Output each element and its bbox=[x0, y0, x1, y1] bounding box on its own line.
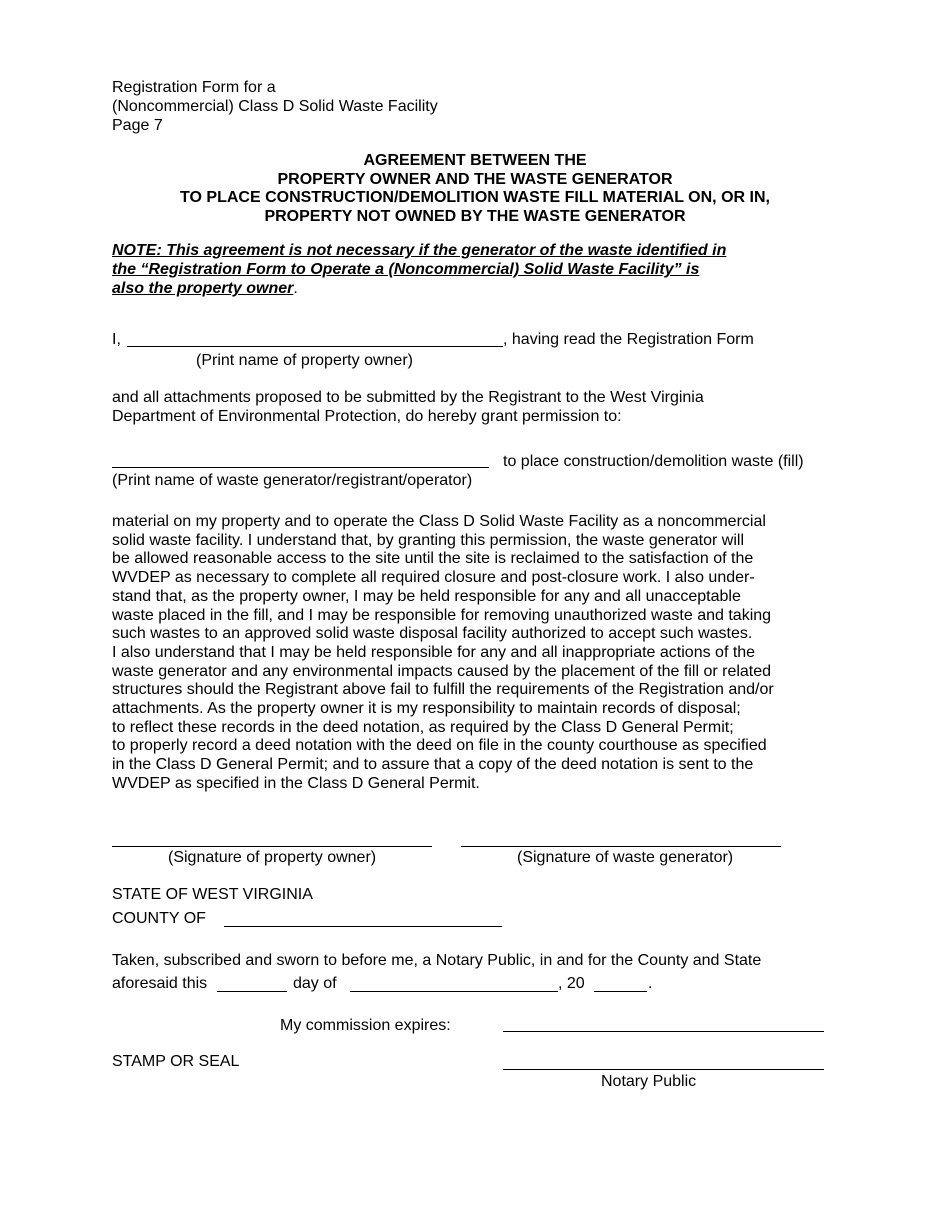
paragraph-line: in the Class D General Permit; and to assure that a copy of the deed notation is sent to the bbox=[112, 756, 754, 774]
note-line-3: also the property owner bbox=[112, 280, 294, 297]
owner-signature-caption: (Signature of property owner) bbox=[168, 849, 377, 866]
generator-name-field[interactable] bbox=[112, 467, 489, 468]
generator-signature-caption: (Signature of waste generator) bbox=[517, 849, 734, 866]
day-of-label: day of bbox=[293, 975, 337, 992]
paragraph-line: such wastes to an approved solid waste disposal facility authorized to accept such wastes. bbox=[112, 625, 753, 643]
paragraph-line: structures should the Registrant above fail to fulfill the requirements of the Registration and/or bbox=[112, 681, 774, 699]
header-line-2: (Noncommercial) Class D Solid Waste Facility bbox=[112, 98, 438, 115]
commission-field[interactable] bbox=[503, 1031, 824, 1032]
paragraph-line: stand that, as the property owner, I may be held responsible for any and all unacceptable bbox=[112, 587, 741, 605]
header-line-3: Page 7 bbox=[112, 117, 163, 134]
stamp-label: STAMP OR SEAL bbox=[112, 1053, 240, 1070]
paragraph-line: WVDEP as necessary to complete all required closure and post-closure work. I also under- bbox=[112, 569, 755, 587]
notary-public-caption: Notary Public bbox=[601, 1073, 697, 1090]
attachments-line-2: Department of Environmental Protection, do hereby grant permission to: bbox=[112, 408, 622, 425]
agreement-paragraph bbox=[112, 513, 774, 794]
page-header bbox=[112, 78, 438, 135]
year-prefix: , 20 bbox=[558, 975, 585, 992]
paragraph-line: to reflect these records in the deed notation, as required by the Class D General Permit; bbox=[112, 718, 734, 736]
title-line-3: TO PLACE CONSTRUCTION/DEMOLITION WASTE FILL MATERIAL ON, OR IN, bbox=[180, 189, 770, 206]
note-period: . bbox=[293, 280, 298, 297]
note-line-1: NOTE: This agreement is not necessary if the generator of the waste identified in bbox=[112, 242, 727, 259]
generator-name-caption: (Print name of waste generator/registrant/operator) bbox=[112, 472, 473, 489]
paragraph-line: I also understand that I may be held responsible for any and all inappropriate actions of the bbox=[112, 643, 756, 661]
owner-name-field[interactable] bbox=[127, 346, 503, 347]
owner-signature-field[interactable] bbox=[112, 846, 432, 847]
owner-suffix: , having read the Registration Form bbox=[503, 331, 754, 348]
paragraph-line: attachments. As the property owner it is my responsibility to maintain records of disposal; bbox=[112, 700, 741, 718]
day-field[interactable] bbox=[217, 991, 287, 992]
year-field[interactable] bbox=[594, 991, 647, 992]
owner-name-caption: (Print name of property owner) bbox=[196, 352, 413, 369]
commission-label: My commission expires: bbox=[280, 1017, 451, 1034]
paragraph-line: WVDEP as specified in the Class D General Permit. bbox=[112, 774, 480, 792]
sworn-line-1: Taken, subscribed and sworn to before me, a Notary Public, in and for the County and State bbox=[112, 952, 762, 969]
agreement-title bbox=[0, 152, 950, 226]
aforesaid-label: aforesaid this bbox=[112, 975, 208, 992]
title-line-1: AGREEMENT BETWEEN THE bbox=[363, 152, 587, 169]
title-line-2: PROPERTY OWNER AND THE WASTE GENERATOR bbox=[277, 170, 673, 188]
county-label: COUNTY OF bbox=[112, 910, 206, 927]
notary-signature-field[interactable] bbox=[503, 1069, 824, 1070]
state-label: STATE OF WEST VIRGINIA bbox=[112, 886, 313, 903]
owner-prefix: I, bbox=[112, 331, 121, 348]
month-field[interactable] bbox=[350, 991, 558, 992]
generator-signature-field[interactable] bbox=[461, 846, 781, 847]
title-line-4: PROPERTY NOT OWNED BY THE WASTE GENERATOR bbox=[264, 207, 686, 225]
date-period: . bbox=[648, 975, 653, 992]
paragraph-line: material on my property and to operate the Class D Solid Waste Facility as a noncommercial bbox=[112, 513, 766, 530]
paragraph-line: waste generator and any environmental impacts caused by the placement of the fill or related bbox=[112, 662, 772, 680]
header-line-1: Registration Form for a bbox=[112, 79, 276, 96]
paragraph-line: waste placed in the fill, and I may be responsible for removing unauthorized waste and taking bbox=[112, 606, 772, 624]
note-line-2: the “Registration Form to Operate a (Noncommercial) Solid Waste Facility” is bbox=[112, 261, 700, 278]
note-block bbox=[112, 241, 812, 298]
paragraph-line: to properly record a deed notation with the deed on file in the county courthouse as specified bbox=[112, 737, 767, 755]
attachments-line-1: and all attachments proposed to be submitted by the Registrant to the West Virginia bbox=[112, 389, 704, 406]
county-field[interactable] bbox=[224, 926, 502, 927]
paragraph-line: be allowed reasonable access to the site until the site is reclaimed to the satisfaction of the bbox=[112, 550, 754, 568]
generator-suffix: to place construction/demolition waste (fill) bbox=[503, 453, 804, 470]
paragraph-line: solid waste facility. I understand that, by granting this permission, the waste generator will bbox=[112, 531, 745, 549]
